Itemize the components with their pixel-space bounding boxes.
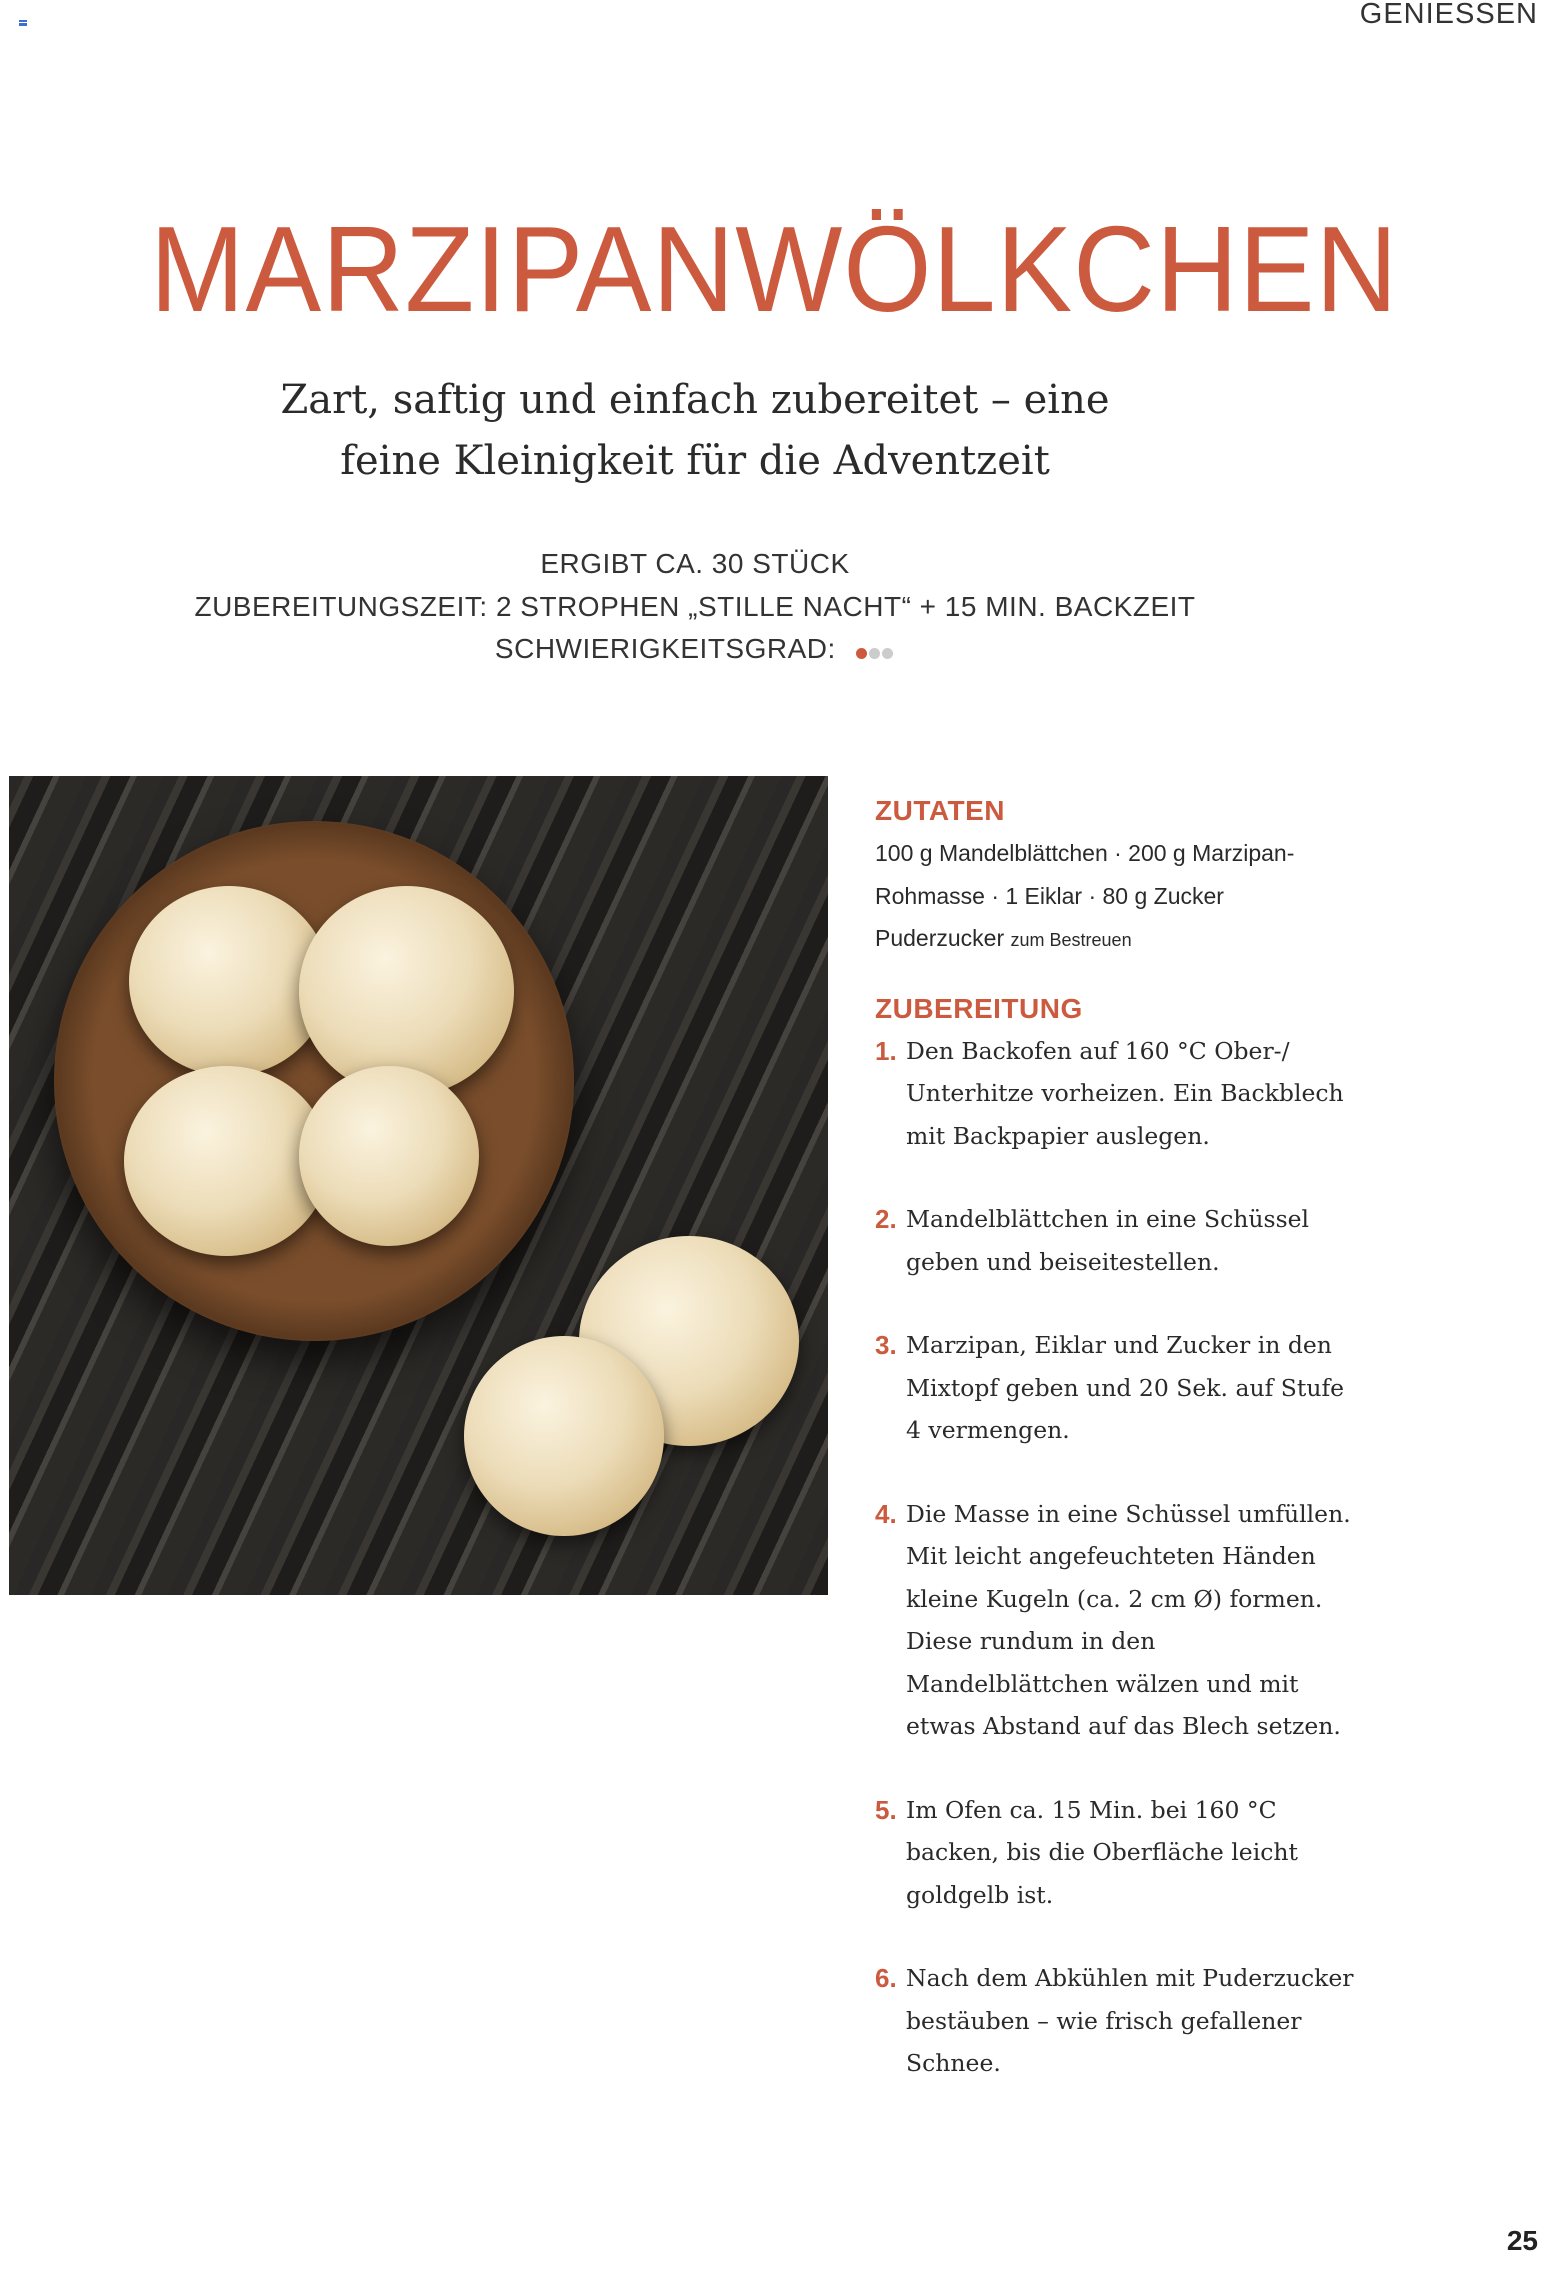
step-item bbox=[875, 1493, 1475, 1748]
step-number: 2. bbox=[875, 1204, 897, 1234]
marzipan-ball bbox=[464, 1336, 664, 1536]
marzipan-ball bbox=[299, 886, 514, 1096]
ingredient-note: zum Bestreuen bbox=[1010, 930, 1132, 950]
recipe-body bbox=[875, 790, 1475, 2126]
step-list bbox=[875, 1030, 1475, 2085]
page-number: 25 bbox=[1506, 2225, 1538, 2256]
prep-time: ZUBEREITUNGSZEIT: 2 STROPHEN „STILLE NACHT“ + 15 MIN. BACKZEIT bbox=[194, 590, 1196, 622]
recipe-subtitle bbox=[0, 370, 1390, 492]
step-number: 6. bbox=[875, 1963, 897, 1993]
difficulty-dots bbox=[856, 629, 895, 672]
subtitle-line: feine Kleinigkeit für die Adventzeit bbox=[340, 438, 1050, 484]
difficulty-dot bbox=[882, 648, 893, 659]
ingredients-heading: ZUTATEN bbox=[875, 795, 1005, 826]
step-text: Marzipan, Eiklar und Zucker in den Mixtopf geben und 20 Sek. auf Stufe 4 vermengen. bbox=[906, 1331, 1345, 1444]
bowl bbox=[54, 821, 574, 1341]
step-item bbox=[875, 1198, 1475, 1283]
ingredient-main: Puderzucker bbox=[875, 925, 1005, 951]
step-text: Mandelblättchen in eine Schüssel geben und beiseitestellen. bbox=[906, 1205, 1310, 1276]
preparation-heading: ZUBEREITUNG bbox=[875, 992, 1083, 1024]
step-text: Im Ofen ca. 15 Min. bei 160 °C backen, bis die Oberfläche leicht goldgelb ist. bbox=[906, 1795, 1298, 1909]
ingredient-line: 100 g Mandelblättchen · 200 g Marzipan- bbox=[875, 840, 1295, 866]
marzipan-ball bbox=[299, 1066, 479, 1246]
step-number: 1. bbox=[875, 1035, 897, 1066]
step-number: 3. bbox=[875, 1330, 897, 1360]
recipe-meta bbox=[0, 543, 1390, 672]
ingredient-line: Rohmasse · 1 Eiklar · 80 g Zucker bbox=[875, 882, 1224, 909]
step-number: 5. bbox=[875, 1794, 897, 1825]
section-label: GENIESSEN bbox=[1359, 0, 1538, 30]
difficulty-label: SCHWIERIGKEITSGRAD: bbox=[494, 633, 836, 664]
difficulty-dot bbox=[856, 648, 867, 659]
corner-mark bbox=[19, 20, 27, 26]
subtitle-line: Zart, saftig und einfach zubereitet – eine bbox=[280, 377, 1110, 423]
recipe-photo bbox=[9, 776, 828, 1595]
difficulty bbox=[0, 628, 1390, 672]
yield: ERGIBT CA. 30 STÜCK bbox=[540, 548, 850, 579]
step-item bbox=[875, 1324, 1475, 1452]
recipe-title: MARZIPANWÖLKCHEN bbox=[150, 201, 1399, 337]
step-text: Den Backofen auf 160 °C Ober-/ Unterhitze vorheizen. Ein Backblech mit Backpapier auslegen. bbox=[906, 1036, 1344, 1150]
step-text: Nach dem Abkühlen mit Puderzucker bestäuben – wie frisch gefallener Schnee. bbox=[906, 1964, 1354, 2077]
difficulty-dot bbox=[869, 648, 880, 659]
step-item bbox=[875, 1030, 1475, 1158]
ingredient-line bbox=[875, 917, 1475, 962]
step-item bbox=[875, 1789, 1475, 1917]
step-number: 4. bbox=[875, 1498, 897, 1529]
step-item bbox=[875, 1957, 1475, 2085]
step-text: Die Masse in eine Schüssel umfüllen. Mit leicht angefeuchteten Händen kleine Kugeln (ca. 2 cm Ø) formen. Diese rundum in den Mandelblättchen wälzen und mit etwas Abstand auf das Blech setzen. bbox=[906, 1499, 1351, 1740]
